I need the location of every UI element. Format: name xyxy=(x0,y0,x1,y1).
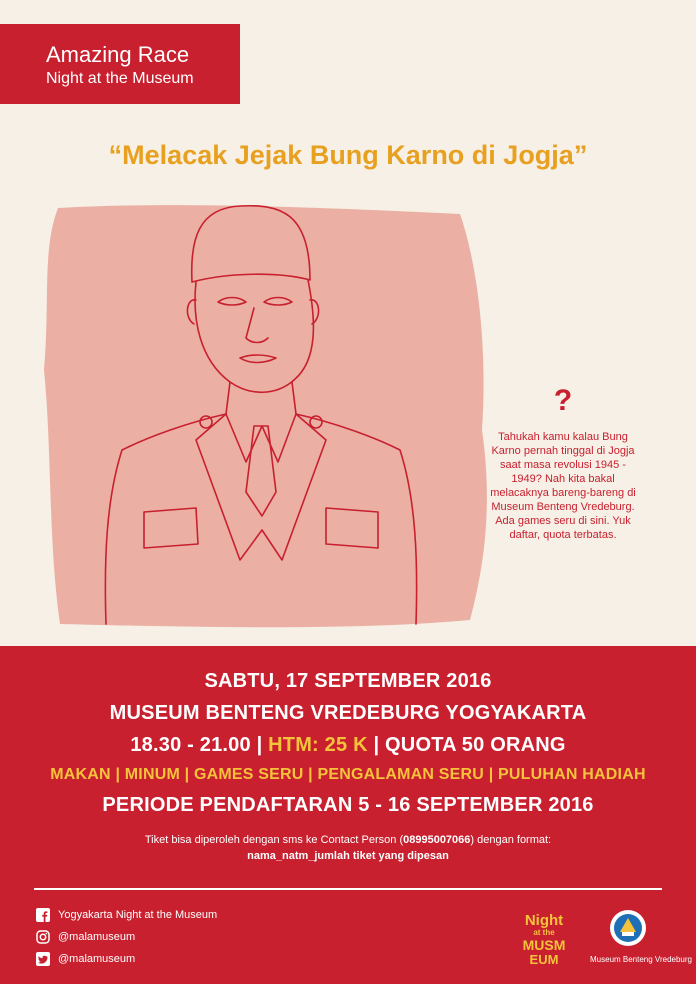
badge-subtitle: Night at the Museum xyxy=(46,70,194,87)
badge-title: Amazing Race xyxy=(46,42,190,67)
museum-emblem-icon xyxy=(608,908,648,948)
social-instagram xyxy=(36,930,135,944)
event-details: 18.30 - 21.00 | HTM: 25 K | QUOTA 50 ORANG xyxy=(130,734,566,756)
event-quota: QUOTA 50 ORANG xyxy=(385,734,566,756)
event-perks: MAKAN | MINUM | GAMES SERU | PENGALAMAN SERU | PULUHAN HADIAH xyxy=(50,766,646,783)
watercolor-wash xyxy=(44,205,487,627)
ticket-phone: 08995007066 xyxy=(403,834,471,846)
event-date: SABTU, 17 SEPTEMBER 2016 xyxy=(204,670,492,692)
ticket-format: nama_natm_jumlah tiket yang dipesan xyxy=(247,850,449,862)
twitter-icon xyxy=(36,952,50,966)
night-at-the-museum-logo xyxy=(516,910,572,966)
portrait-illustration xyxy=(40,200,500,630)
divider xyxy=(34,888,662,890)
question-mark: ? xyxy=(553,384,573,417)
logo-line-musm: MUSM xyxy=(522,937,566,953)
logo-line-night: Night xyxy=(524,912,564,929)
social-facebook xyxy=(36,908,217,922)
facebook-icon xyxy=(36,908,50,922)
social-twitter xyxy=(36,952,135,966)
ticket-info-post: ) dengan format: xyxy=(470,834,552,846)
twitter-handle: @malamuseum xyxy=(58,953,136,965)
event-time: 18.30 - 21.00 xyxy=(130,734,251,756)
logo-line-eum: EUM xyxy=(529,952,559,966)
title-badge xyxy=(0,24,240,104)
event-panel xyxy=(0,646,696,984)
event-price: HTM: 25 K xyxy=(268,734,368,756)
museum-logo xyxy=(590,908,692,968)
headline: “Melacak Jejak Bung Karno di Jogja” xyxy=(108,140,588,170)
logo-line-at-the: at the xyxy=(533,928,555,937)
event-venue: MUSEUM BENTENG VREDEBURG YOGYAKARTA xyxy=(109,702,587,724)
side-note: Tahukah kamu kalau Bung Karno pernah tinggal di Jogja saat masa revolusi 1945 - 1949? Nah kita bakal melacaknya bareng-bareng di Museum Benteng Vredeburg. Ada games seru di sini. Yuk daftar, quota terbatas. xyxy=(490,431,636,541)
ticket-info-pre: Tiket bisa diperoleh dengan sms ke Contact Person ( xyxy=(144,834,404,846)
ticket-info xyxy=(0,834,696,846)
instagram-handle: @malamuseum xyxy=(58,931,136,943)
museum-label: Museum Benteng Vredeburg xyxy=(590,955,692,964)
instagram-icon xyxy=(36,930,50,944)
registration-period: PERIODE PENDAFTARAN 5 - 16 SEPTEMBER 2016 xyxy=(102,794,594,816)
facebook-handle: Yogyakarta Night at the Museum xyxy=(58,909,218,921)
